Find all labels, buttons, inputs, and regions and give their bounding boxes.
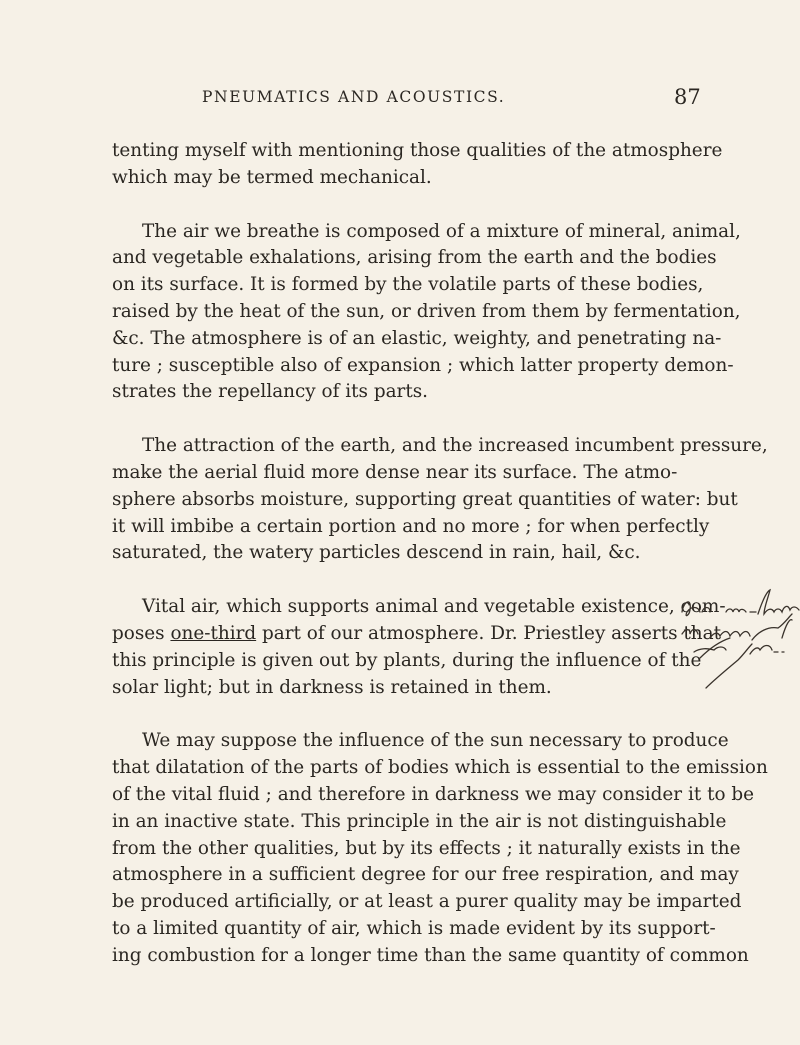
paragraph-3: [112, 433, 768, 567]
text-line: &c. The atmosphere is of an elastic, weighty, and penetrating na-: [112, 327, 722, 349]
text-segment: part of our atmosphere. Dr. Priestley asserts that: [256, 622, 721, 644]
handwritten-margin-note: [678, 588, 800, 698]
text-line: The air we breathe is composed of a mixture of mineral, animal,: [142, 220, 741, 242]
text-line: to a limited quantity of air, which is made evident by its support-: [112, 917, 716, 939]
text-line: ture ; susceptible also of expansion ; which latter property demon-: [112, 354, 734, 376]
handwritten-note-graphic: [678, 588, 800, 698]
text-line: raised by the heat of the sun, or driven from them by fermentation,: [112, 300, 741, 322]
text-line: The attraction of the earth, and the increased incumbent pressure,: [142, 435, 768, 457]
paragraph-1: [112, 138, 723, 192]
paragraph-5: [112, 728, 768, 969]
text-line: make the aerial fluid more dense near its surface. The atmo-: [112, 461, 678, 483]
text-line: We may suppose the influence of the sun necessary to produce: [142, 730, 729, 752]
text-line: solar light; but in darkness is retained in them.: [112, 676, 552, 698]
text-line: in an inactive state. This principle in the air is not distinguishable: [112, 810, 727, 832]
text-segment: poses: [112, 622, 171, 644]
underlined-phrase: one-third: [170, 622, 257, 644]
text-line: saturated, the watery particles descend in rain, hail, &c.: [112, 542, 641, 564]
running-head: PNEUMATICS AND ACOUSTICS.: [202, 88, 506, 106]
text-line: this principle is given out by plants, during the influence of the: [112, 649, 702, 671]
text-line: [112, 621, 721, 648]
text-line: be produced artificially, or at least a purer quality may be imparted: [112, 891, 742, 913]
body-text: [112, 138, 768, 997]
text-line: on its surface. It is formed by the volatile parts of these bodies,: [112, 274, 704, 296]
page-header: [0, 85, 800, 114]
text-line: strates the repellancy of its parts.: [112, 381, 429, 403]
text-line: Vital air, which supports animal and vegetable existence, com-: [142, 596, 726, 618]
text-line: atmosphere in a sufficient degree for our free respiration, and may: [112, 864, 739, 886]
text-line: from the other qualities, but by its effects ; it naturally exists in the: [112, 837, 741, 859]
text-line: it will imbibe a certain portion and no more ; for when perfectly: [112, 515, 710, 537]
text-line: of the vital fluid ; and therefore in darkness we may consider it to be: [112, 783, 755, 805]
text-line: ing combustion for a longer time than the same quantity of common: [112, 944, 749, 966]
paragraph-4: [112, 594, 726, 701]
text-line: tenting myself with mentioning those qualities of the atmosphere: [112, 140, 723, 161]
text-line: which may be termed mechanical.: [112, 166, 432, 188]
page-number: 87: [674, 85, 701, 109]
text-line: sphere absorbs moisture, supporting great quantities of water: but: [112, 488, 738, 510]
paragraph-2: [112, 219, 741, 407]
text-line: and vegetable exhalations, arising from the earth and the bodies: [112, 247, 717, 269]
text-line: that dilatation of the parts of bodies which is essential to the emission: [112, 757, 768, 779]
